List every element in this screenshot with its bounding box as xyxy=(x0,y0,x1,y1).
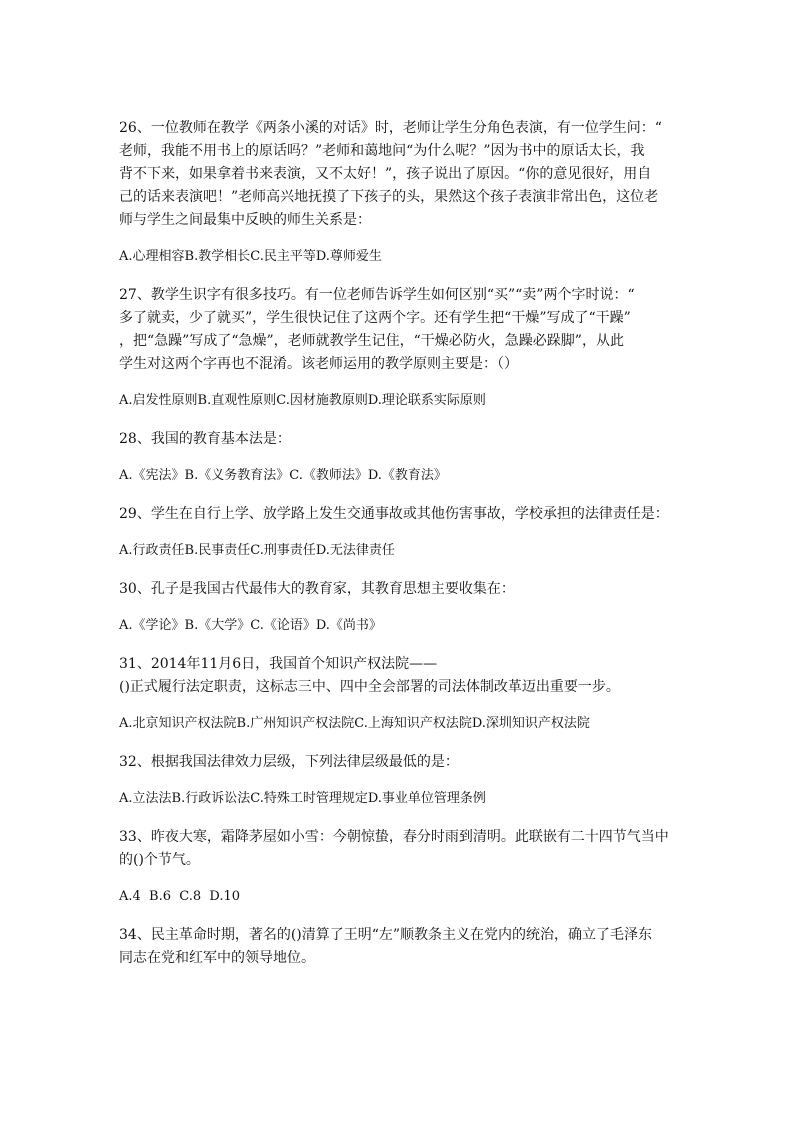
answer-options: A.立法法B.行政诉讼法C.特殊工时管理规定D.事业单位管理条例 xyxy=(119,791,486,806)
question-line: 多了就卖，少了就买”，学生很快记住了这两个字。还有学生把“干燥”写成了“干躁” xyxy=(119,310,631,326)
question-27 xyxy=(119,284,679,428)
question-line: 34、民主革命时期，著名的()清算了王明“左”顺教条主义在党内的统治，确立了毛泽东 xyxy=(119,927,653,943)
answer-options: A.启发性原则B.直观性原则C.因材施教原则D.理论联系实际原则 xyxy=(119,393,486,408)
question-line: 背不下来，如果拿着书来表演，又不太好！”，孩子说出了原因。“你的意见很好，用自 xyxy=(119,166,652,182)
answer-options: A.《宪法》B.《义务教育法》C.《教师法》D.《教育法》 xyxy=(119,468,447,483)
question-line: 28、我国的教育基本法是： xyxy=(119,431,291,447)
question-line: ()正式履行法定职责，这标志三中、四中全会部署的司法体制改革迈出重要一步。 xyxy=(119,679,620,695)
question-line: 的()个节气。 xyxy=(119,852,200,868)
question-line: 师与学生之间最集中反映的师生关系是： xyxy=(119,212,371,228)
question-line: 30、孔子是我国古代最伟大的教育家，其教育思想主要收集在： xyxy=(119,581,515,597)
question-line: 27、教学生识字有很多技巧。有一位老师告诉学生如何区别“买”“卖”两个字时说：“ xyxy=(119,287,635,303)
question-line: 老师，我能不用书上的原话吗？”老师和蔼地问“为什么呢？”因为书中的原话太长，我 xyxy=(119,143,645,159)
question-29 xyxy=(119,503,679,578)
question-line: 学生对这两个字再也不混淆。该老师运用的教学原则主要是：（） xyxy=(119,356,518,372)
document-page xyxy=(119,117,679,970)
question-line: 31、2014年11月6日，我国首个知识产权法院—— xyxy=(119,656,438,672)
question-30 xyxy=(119,578,679,653)
question-line: 26、一位教师在教学《两条小溪的对话》时，老师让学生分角色表演，有一位学生问：“ xyxy=(119,120,662,136)
answer-options: A.心理相容B.教学相长C.民主平等D.尊师爱生 xyxy=(119,249,382,264)
question-31 xyxy=(119,653,679,751)
question-line: 同志在党和红军中的领导地位。 xyxy=(119,950,315,966)
question-26 xyxy=(119,117,679,284)
question-32 xyxy=(119,751,679,826)
question-33 xyxy=(119,826,679,924)
question-line: 33、昨夜大寒，霜降茅屋如小雪：今朝惊蛰，春分时雨到清明。此联嵌有二十四节气当中 xyxy=(119,829,669,845)
answer-options: A.4 B.6 C.8 D.10 xyxy=(119,889,241,904)
question-line: 己的话来表演吧！”老师高兴地抚摸了下孩子的头，果然这个孩子表演非常出色，这位老 xyxy=(119,189,659,205)
answer-options: A.北京知识产权法院B.广州知识产权法院C.上海知识产权法院D.深圳知识产权法院 xyxy=(119,716,590,731)
question-34 xyxy=(119,924,679,970)
question-line: 32、根据我国法律效力层级，下列法律层级最低的是： xyxy=(119,754,459,770)
question-line: 29、学生在自行上学、放学路上发生交通事故或其他伤害事故，学校承担的法律责任是： xyxy=(119,506,669,522)
question-line: ，把“急躁”写成了“急燥”，老师就教学生记住，“干燥必防火，急躁必跺脚”，从此 xyxy=(119,333,624,349)
answer-options: A.行政责任B.民事责任C.刑事责任D.无法律责任 xyxy=(119,543,395,558)
answer-options: A.《学论》B.《大学》C.《论语》D.《尚书》 xyxy=(119,618,382,633)
question-28 xyxy=(119,428,679,503)
